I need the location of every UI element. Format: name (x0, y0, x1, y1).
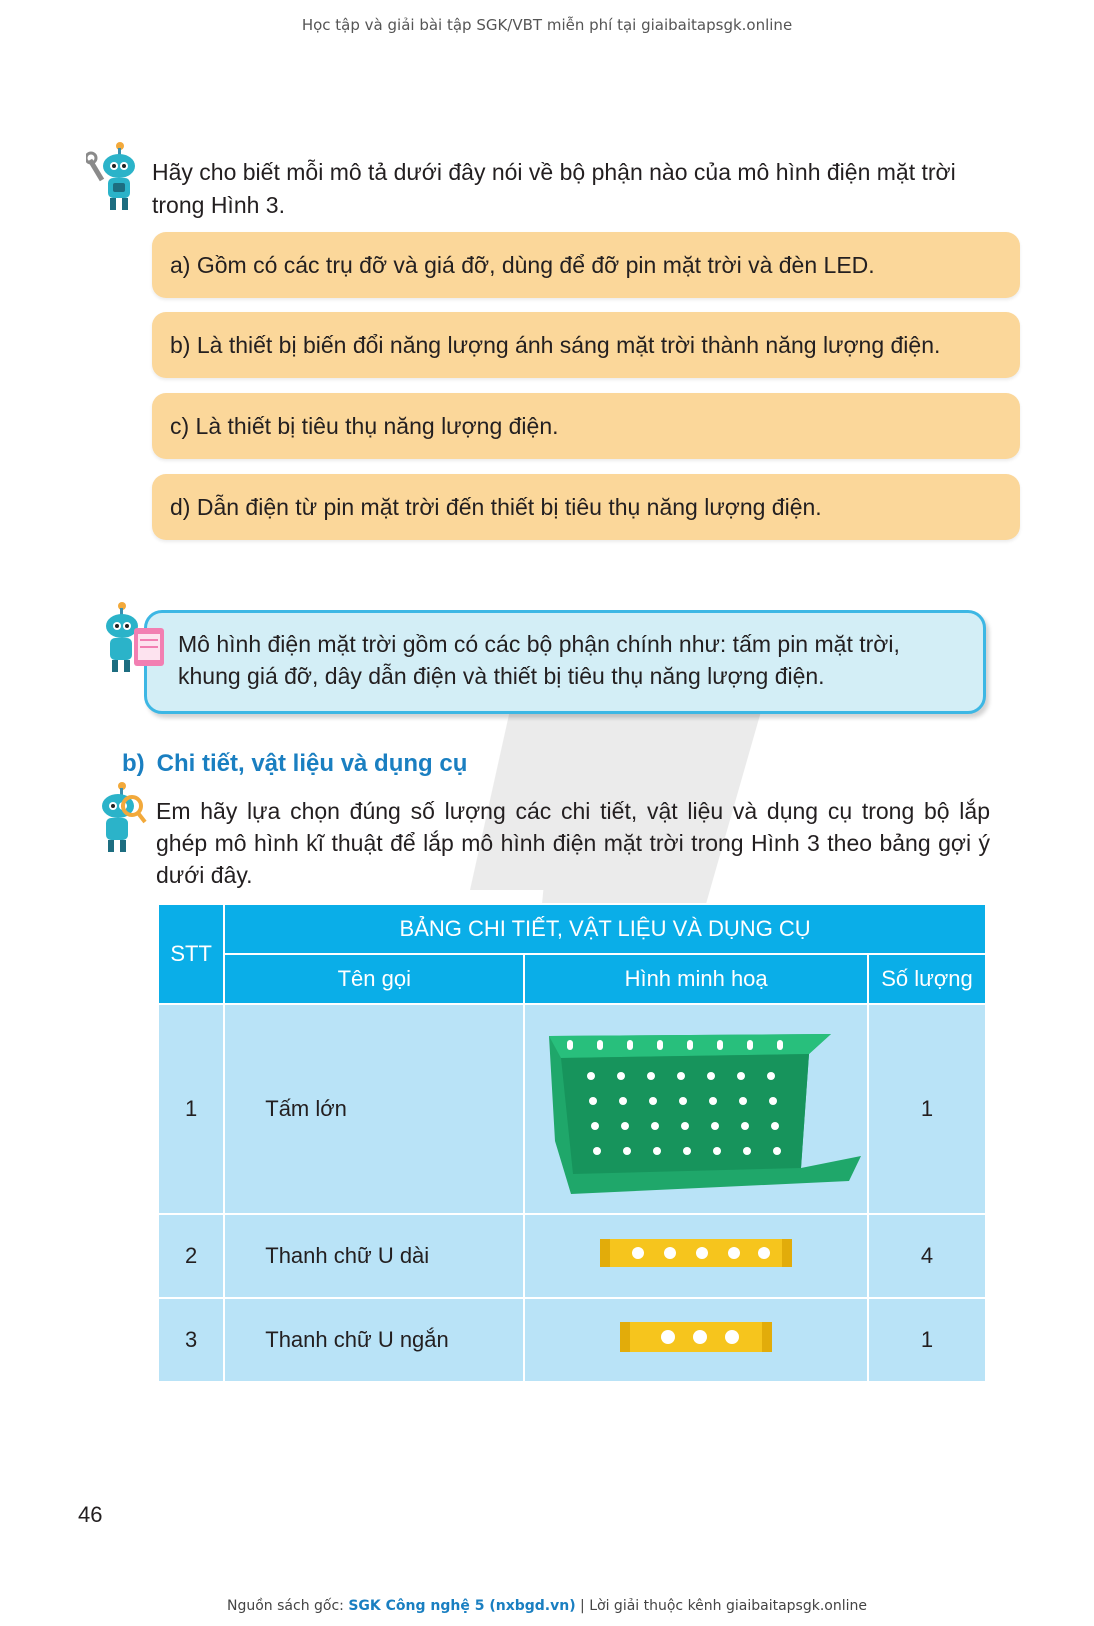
robot-notepad-icon (100, 600, 170, 676)
section-instruction: Em hãy lựa chọn đúng số lượng các chi tiết, vật liệu và dụng cụ trong bộ lắp ghép mô hình kĩ thuật để lắp mô hình điện mặt trời trong Hình 3 theo bảng gợi ý dưới đây. (156, 798, 990, 888)
option-d: d) Dẫn điện từ pin mặt trời đến thiết bị tiêu thụ năng lượng điện. (152, 474, 1020, 540)
header-note: Học tập và giải bài tập SGK/VBT miễn phí tại giaibaitapsgk.online (301, 16, 793, 34)
robot-wrench-icon (86, 140, 142, 214)
table-title: BẢNG CHI TIẾT, VẬT LIỆU VÀ DỤNG CỤ (224, 904, 986, 954)
header-name: Tên gọi (224, 954, 524, 1004)
option-c: c) Là thiết bị tiêu thụ năng lượng điện. (152, 393, 1020, 459)
cell-qty: 1 (868, 1298, 986, 1382)
footer-prefix: Nguồn sách gốc: (227, 1598, 349, 1614)
parts-table (157, 903, 987, 1383)
short-u-bar-image (616, 1316, 776, 1358)
section-heading (122, 750, 467, 778)
cell-name: Thanh chữ U ngắn (224, 1298, 524, 1382)
footer-suffix: | Lời giải thuộc kênh giaibaitapsgk.online (575, 1598, 867, 1614)
cell-stt: 3 (158, 1298, 224, 1382)
summary-note-text: Mô hình điện mặt trời gồm có các bộ phận chính như: tấm pin mặt trời, khung giá đỡ, dây dẫn điện và thiết bị tiêu thụ năng lượng điện. (178, 631, 900, 689)
long-u-bar-image (596, 1233, 796, 1273)
cell-name: Tấm lớn (224, 1004, 524, 1214)
header-stt: STT (158, 904, 224, 1004)
section-title: Chi tiết, vật liệu và dụng cụ (156, 750, 468, 777)
option-a: a) Gồm có các trụ đỡ và giá đỡ, dùng để đỡ pin mặt trời và đèn LED. (152, 232, 1020, 298)
header-image: Hình minh hoạ (524, 954, 868, 1004)
header-qty: Số lượng (868, 954, 986, 1004)
cell-qty: 1 (868, 1004, 986, 1214)
table-row (158, 1298, 986, 1382)
green-plate-image (531, 1016, 861, 1196)
section-letter: b) (122, 750, 145, 777)
cell-stt: 1 (158, 1004, 224, 1214)
cell-qty: 4 (868, 1214, 986, 1298)
footer-note (0, 1598, 1094, 1614)
cell-stt: 2 (158, 1214, 224, 1298)
page-number: 46 (78, 1502, 103, 1527)
table-row (158, 1004, 986, 1214)
robot-magnifier-icon (92, 780, 148, 856)
question-prompt: Hãy cho biết mỗi mô tả dưới đây nói về bộ phận nào của mô hình điện mặt trời trong Hình 3. (152, 159, 956, 218)
option-b: b) Là thiết bị biến đổi năng lượng ánh sáng mặt trời thành năng lượng điện. (152, 312, 1020, 378)
footer-source-link[interactable]: SGK Công nghệ 5 (nxbgd.vn) (348, 1598, 576, 1614)
table-row (158, 1214, 986, 1298)
cell-name: Thanh chữ U dài (224, 1214, 524, 1298)
